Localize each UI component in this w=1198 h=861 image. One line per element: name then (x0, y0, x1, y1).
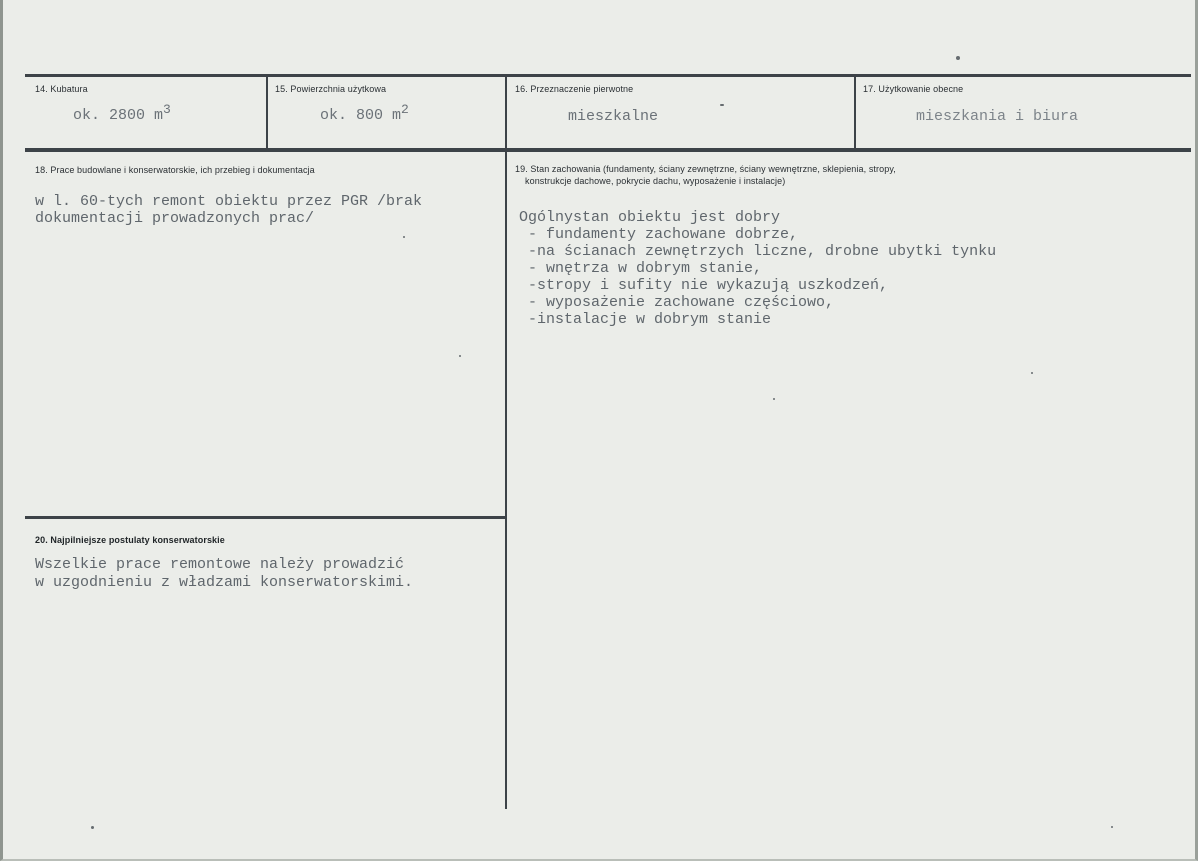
paper-speck (1031, 372, 1033, 374)
paper-speck (91, 826, 94, 829)
uzytkowanie-value: mieszkania i biura (916, 108, 1079, 125)
paper-speck (720, 104, 724, 106)
przeznaczenie-value: mieszkalne (568, 108, 659, 125)
prace-budowlane-line-2: dokumentacji prowadzonych prac/ (35, 210, 315, 227)
stan-zachowania-line-4: - wnętrza w dobrym stanie, (519, 260, 763, 277)
section-20-rule (25, 516, 506, 519)
paper-speck (956, 56, 960, 60)
col-divider-3 (854, 77, 856, 148)
stan-zachowania-line-5: -stropy i sufity nie wykazują uszkodzeń, (519, 277, 889, 294)
kubatura-number: ok. 2800 m (73, 107, 164, 124)
stan-zachowania-line-7: -instalacje w dobrym stanie (519, 311, 772, 328)
prace-budowlane-label: 18. Prace budowlane i konserwatorskie, ich przebieg i dokumentacja (35, 165, 315, 175)
paper-speck (403, 236, 405, 238)
col-divider-2 (505, 77, 507, 809)
stan-zachowania-label-line-2: konstrukcje dachowe, pokrycie dachu, wyposażenie i instalacje) (525, 176, 786, 186)
stan-zachowania-line-2: - fundamenty zachowane dobrze, (519, 226, 799, 243)
paper-speck (459, 355, 461, 357)
powierzchnia-number: ok. 800 m (320, 107, 402, 124)
powierzchnia-exponent: 2 (401, 102, 409, 117)
kubatura-value (73, 102, 171, 125)
paper-speck (773, 398, 775, 400)
kubatura-label: 14. Kubatura (35, 84, 88, 94)
col-divider-1 (266, 77, 268, 148)
postulaty-line-2: w uzgodnieniu z władzami konserwatorskimi. (35, 574, 414, 591)
przeznaczenie-label: 16. Przeznaczenie pierwotne (515, 84, 634, 94)
powierzchnia-label: 15. Powierzchnia użytkowa (275, 84, 387, 94)
stan-zachowania-line-3: -na ścianach zewnętrzych liczne, drobne ubytki tynku (519, 243, 997, 260)
stan-zachowania-line-1: Ogólnystan obiektu jest dobry (519, 209, 781, 226)
prace-budowlane-line-1: w l. 60-tych remont obiektu przez PGR /brak (35, 193, 423, 210)
top-rule (25, 74, 1191, 77)
powierzchnia-value (320, 102, 409, 125)
postulaty-line-1: Wszelkie prace remontowe należy prowadzić (35, 556, 405, 573)
stan-zachowania-line-6: - wyposażenie zachowane częściowo, (519, 294, 835, 311)
paper-speck (1111, 826, 1113, 828)
row-rule (25, 148, 1191, 152)
kubatura-exponent: 3 (163, 102, 171, 117)
uzytkowanie-label: 17. Użytkowanie obecne (863, 84, 964, 94)
postulaty-label: 20. Najpilniejsze postulaty konserwatorskie (35, 535, 225, 545)
stan-zachowania-label-line-1: 19. Stan zachowania (fundamenty, ściany zewnętrzne, ściany wewnętrzne, sklepienia, stropy, (515, 164, 896, 174)
